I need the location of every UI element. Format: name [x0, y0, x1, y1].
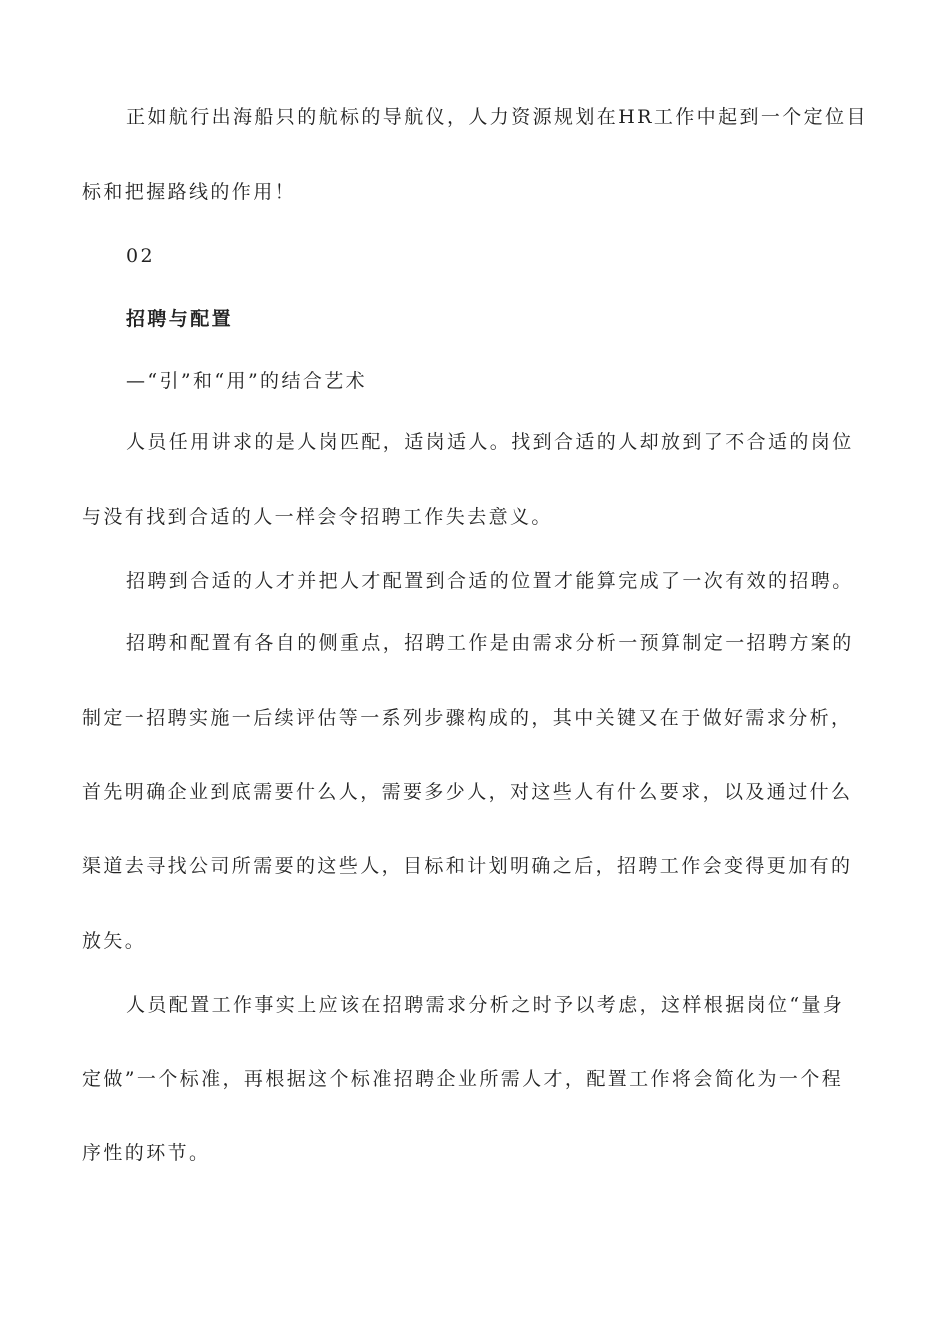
paragraph-line: 正如航行出海船只的航标的导航仪，人力资源规划在HR工作中起到一个定位目 [126, 106, 868, 128]
paragraph-line: 制定一招聘实施一后续评估等一系列步骤构成的，其中关键又在于做好需求分析， [82, 707, 853, 729]
paragraph-line: 与没有找到合适的人一样会令招聘工作失去意义。 [82, 506, 553, 528]
section-heading: 招聘与配置 [126, 308, 234, 330]
paragraph-line: 渠道去寻找公司所需要的这些人，目标和计划明确之后，招聘工作会变得更加有的 [82, 855, 853, 877]
paragraph-line: 人员任用讲求的是人岗匹配，适岗适人。找到合适的人却放到了不合适的岗位 [126, 431, 854, 453]
paragraph-line: 定做”一个标准，再根据这个标准招聘企业所需人才，配置工作将会简化为一个程 [82, 1068, 844, 1090]
paragraph-line: 序性的环节。 [82, 1142, 211, 1164]
paragraph-line: 放矢。 [82, 930, 147, 952]
paragraph-line: 人员配置工作事实上应该在招聘需求分析之时予以考虑，这样根据岗位“量身 [126, 994, 845, 1016]
section-subtitle: —“引”和“用”的结合艺术 [126, 370, 368, 392]
paragraph-line: 标和把握路线的作用！ [82, 181, 297, 203]
section-number: 02 [126, 245, 155, 267]
paragraph-line: 首先明确企业到底需要什么人，需要多少人，对这些人有什么要求，以及通过什么 [82, 781, 853, 803]
paragraph-line: 招聘到合适的人才并把人才配置到合适的位置才能算完成了一次有效的招聘。 [126, 570, 854, 592]
paragraph-line: 招聘和配置有各自的侧重点，招聘工作是由需求分析一预算制定一招聘方案的 [126, 632, 854, 654]
